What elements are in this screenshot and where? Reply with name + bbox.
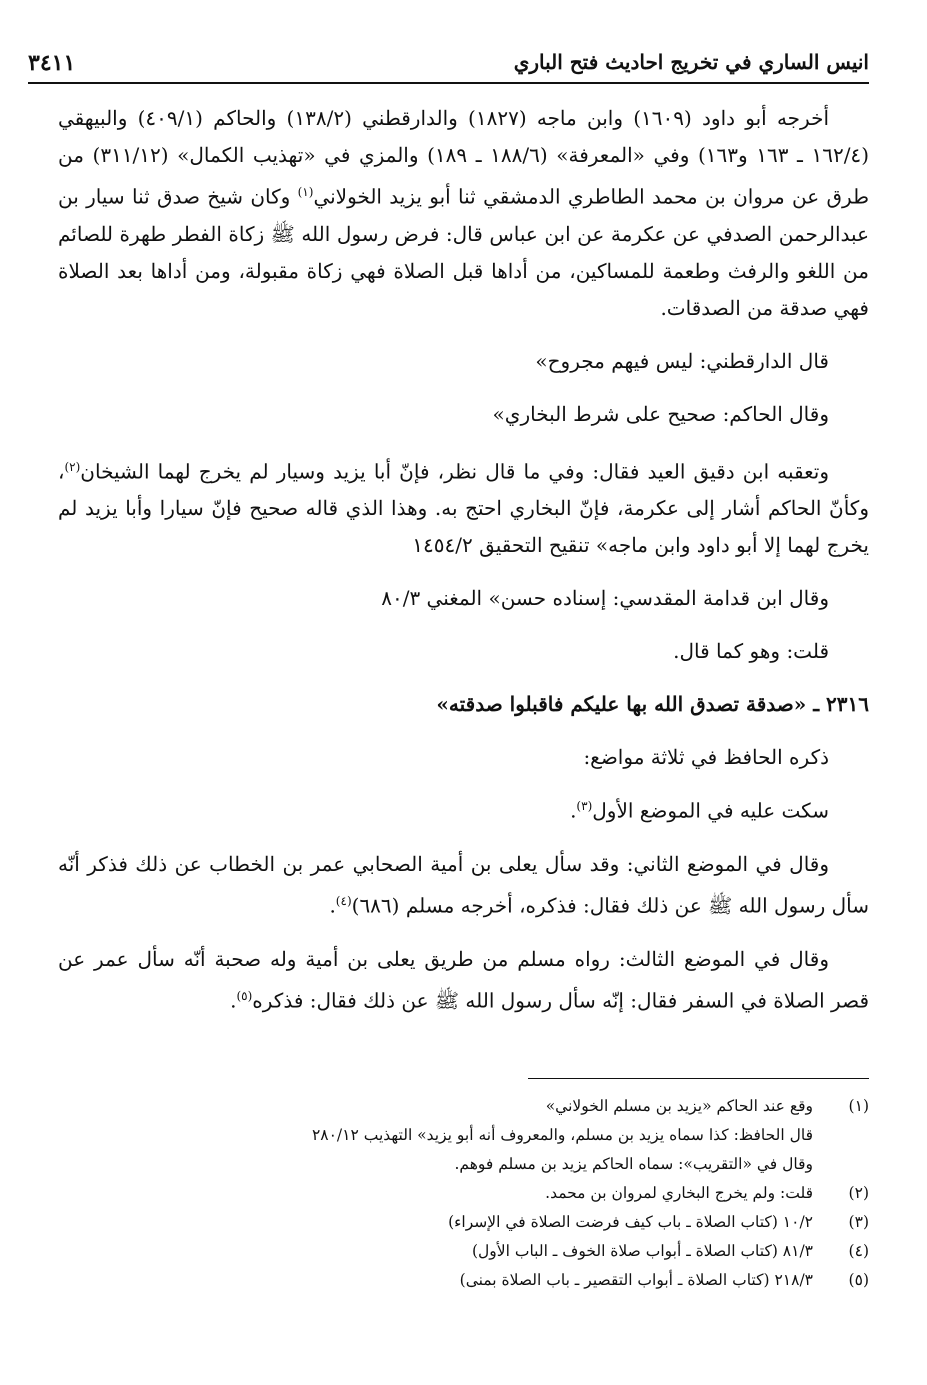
paragraph-takhrij [58,100,869,327]
paragraph-daraqutni: قال الدارقطني: ليس فيهم مجروح» [535,348,829,373]
paragraph-text: أخرجه أبو داود (١٦٠٩) وابن ماجه (١٨٢٧) والدارقطني (١٣٨/٢) والحاكم (٤٠٩/١) والبيهقي (١٦٢/٤ ـ ١٦٣ و١٦٣) وفي «المعرفة» (١٨٨/٦ ـ ١٨٩) والمزي في «تهذيب الكمال» (٣١١/١٢) من طرق عن مروان بن محمد الطاطري الدمشقي ثنا أبو يزيد الخولاني [58,106,869,209]
footnote-line: ٨١/٣ (كتاب الصلاة ـ أبواب صلاة الخوف ـ الباب الأول) [471,1242,813,1260]
header-rule [28,82,869,84]
running-header [28,46,869,82]
book-title: انيس الساري في تخريج احاديث فتح الباري [513,50,869,74]
footnote-line: وقال في «التقريب»: سماه الحاكم يزيد بن مسلم فوهم. [454,1155,813,1173]
footnote-3 [58,1208,869,1237]
main-text [58,100,869,1035]
footnote-2 [58,1179,869,1208]
footnote-line: ٢١٨/٣ (كتاب الصلاة ـ أبواب التقصير ـ باب الصلاة بمنى) [459,1271,813,1289]
paragraph-text: ، وكأنّ الحاكم أشار إلى عكرمة، فإنّ البخاري احتج به. وهذا الذي قاله صحيح فإنّ سيارا وأبا يزيد لم يخرج لهما إلا أبو داود وابن ماجه» تنقيح التحقيق ١٤٥٤/٢ [58,459,869,558]
footnote-line: قال الحافظ: كذا سماه يزيد بن مسلم، والمعروف أنه أبو يزيد» التهذيب ٢٨٠/١٢ [311,1126,813,1144]
footnote-ref-3[interactable]: (٣) [576,799,593,814]
footnote-number: (٥) [848,1271,869,1289]
footnote-number: (٢) [848,1184,869,1202]
paragraph-hakim: وقال الحاكم: صحيح على شرط البخاري» [492,401,829,426]
hadith-heading: ٢٣١٦ ـ «صدقة تصدق الله بها عليكم فاقبلوا صدقته» [436,692,869,717]
footnote-ref-1[interactable]: (١) [297,185,314,199]
paragraph-text: وكان شيخ صدق ثنا سيار بن عبدالرحمن الصدفي عن عكرمة عن ابن عباس قال: فرض رسول الله ﷺ زكاة الفطر طهرة للصائم من اللغو والرفث وطعمة للمساكين، من أداها قبل الصلاة فهي زكاة مقبولة، ومن أداها بعد الصلاة فهي صدقة من الصدقات. [58,184,870,320]
footnote-number: (٣) [848,1213,869,1231]
paragraph-text: وقال في الموضع الثالث: رواه مسلم من طريق يعلى بن أمية وله صحبة أنّه سأل عمر عن قصر الصلاة في السفر فقال: إنّه سأل رسول الله ﷺ عن ذلك فقال: فذكره [58,946,869,1013]
paragraph-second-place: وقال في الموضع الثاني: وقد سأل يعلى بن أمية الصحابي عمر بن الخطاب عن ذلك فذكر أنّه سأل رسول الله ﷺ عن ذلك فقال: فذكره، أخرجه مسلم (٦٨٦)$^{(٤)}$. [58,851,869,918]
paragraph-third-place: وقال في الموضع الثالث: رواه مسلم من طريق يعلى بن أمية وله صحبة أنّه سأل عمر عن قصر الصلاة في السفر فقال: إنّه سأل رسول الله ﷺ عن ذلك فقال: فذكره$^{(٥)}$. [58,946,869,1013]
paragraph-first-place: سكت عليه في الموضع الأول$^{(٣)}$. [570,798,829,823]
footnote-line: وقع عند الحاكم «يزيد بن مسلم الخولاني» [545,1097,813,1115]
footnote-1 [58,1092,869,1179]
footnote-ref-4[interactable]: (٤) [335,893,352,908]
footnote-4 [58,1237,869,1266]
footnotes [58,1092,869,1295]
footnote-line: ١٠/٢ (كتاب الصلاة ـ باب كيف فرضت الصلاة في الإسراء) [448,1213,813,1231]
footnote-number: (٤) [848,1242,869,1260]
paragraph-text: وقال في الموضع الثاني: وقد سأل يعلى بن أمية الصحابي عمر بن الخطاب عن ذلك فذكر أنّه سأل رسول الله ﷺ عن ذلك فقال: فذكره، أخرجه مسلم (٦٨٦) [58,851,869,918]
paragraph-places: ذكره الحافظ في ثلاثة مواضع: [583,745,829,770]
footnote-number: (١) [848,1097,869,1115]
page-number: ٣٤١١ [28,50,76,76]
footnote-5 [58,1266,869,1295]
paragraph-conclusion: قلت: وهو كما قال. [673,639,829,664]
footnote-line: قلت: ولم يخرج البخاري لمروان بن محمد. [545,1184,813,1202]
paragraph-ibn-qudama: وقال ابن قدامة المقدسي: إسناده حسن» المغني ٨٠/٣ [381,586,829,611]
paragraph-ibn-daqiq [58,449,869,565]
footnote-ref-5[interactable]: (٥) [236,988,253,1003]
footnote-separator [528,1078,869,1079]
footnote-ref-2[interactable]: (٢) [64,459,81,474]
paragraph-text: وتعقبه ابن دقيق العيد فقال: وفي ما قال نظر، فإنّ أبا يزيد وسيار لم يخرج لهما الشيخان [80,459,829,484]
paragraph-text: سكت عليه في الموضع الأول [592,798,829,823]
